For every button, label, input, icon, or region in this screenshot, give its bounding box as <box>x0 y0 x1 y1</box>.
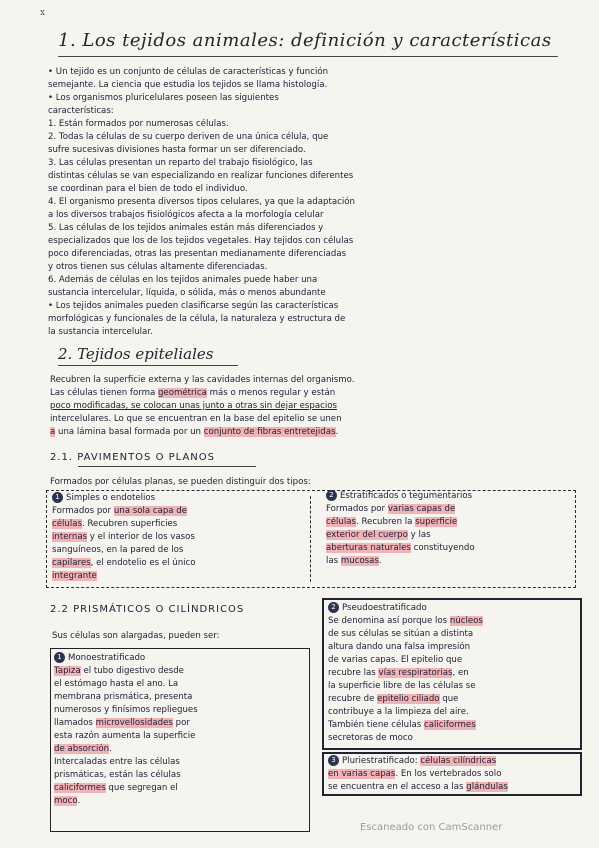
estrat-line <box>326 542 475 555</box>
pluri-l1a: Pluriestratificado: <box>342 756 421 766</box>
mono-line <box>54 795 198 808</box>
intro-line: 6. Además de células en los tejidos animales puede haber una <box>48 275 318 285</box>
estrat-segment: superficie <box>415 517 458 527</box>
pseudo-segment: recubre de <box>328 694 378 704</box>
estrat-segment: Formados por <box>326 504 388 514</box>
simples-heading <box>52 492 196 505</box>
mono-number-icon: 1 <box>54 652 65 663</box>
simples-title: Simples o endotelios <box>66 493 156 503</box>
simples-line <box>52 557 196 570</box>
simples-line <box>52 531 196 544</box>
epitelial-paragraph <box>50 374 355 439</box>
estrat-segment: exterior del cuerpo <box>326 530 408 540</box>
pseudo-segment: la superficie libre de las células se <box>328 681 476 691</box>
mono-segment: esta razón aumenta la superficie <box>54 731 196 741</box>
mono-segment: . <box>109 744 112 754</box>
pseudo-heading <box>328 602 483 615</box>
pseudo-line <box>328 732 483 745</box>
mono-segment: Tapiza <box>54 666 81 676</box>
estrat-segment: . <box>378 556 382 566</box>
pseudo-segment: núcleos <box>449 616 483 626</box>
estrat-line <box>326 503 475 516</box>
simples-number-icon: 1 <box>52 492 63 503</box>
simples-segment: internas <box>52 532 88 542</box>
pseudo-line <box>328 680 483 693</box>
top-mark: x <box>40 8 46 18</box>
mono-segment: Intercaladas entre las células <box>54 757 180 767</box>
epi-line-3: poco modificadas, se colocan unas junto a otras sin dejar espacios <box>50 401 337 411</box>
epi-highlight-fibras: conjunto de fibras entretejidas <box>203 427 336 437</box>
estrat-segment: constituyendo <box>410 543 475 553</box>
mono-line <box>54 704 198 717</box>
mono-segment: el tubo digestivo desde <box>80 666 184 676</box>
simples-segment: , el endotelio es el único <box>90 558 196 568</box>
pseudo-line <box>328 719 483 732</box>
intro-line: • Los tejidos animales pueden clasificarse según las características <box>48 301 339 311</box>
mono-line <box>54 665 198 678</box>
intro-line: 2. Todas la células de su cuerpo deriven de una única célula, que <box>48 132 329 142</box>
mono-heading <box>54 652 198 665</box>
intro-line: distintas células se van especializando en realizar funciones diferentes <box>48 171 354 181</box>
simples-block <box>52 492 196 583</box>
pseudo-line <box>328 706 483 719</box>
estrat-title: Estratificados o tegumentarios <box>340 491 473 501</box>
pseudo-segment: epitelio ciliado <box>377 694 440 704</box>
pseudo-segment: recubre las <box>328 668 379 678</box>
intro-line: 3. Las células presentan un reparto del trabajo fisiológico, las <box>48 158 313 168</box>
estratificados-block <box>326 490 475 568</box>
mono-line <box>54 678 198 691</box>
pseudo-block <box>328 602 483 745</box>
pluri-l2b: . En los vertebrados solo <box>395 769 502 779</box>
section2-title: 2. Tejidos epiteliales <box>58 345 214 363</box>
mono-segment: el estómago hasta el ano. La <box>54 679 179 689</box>
section-2-1-underline <box>78 466 256 467</box>
pseudo-segment: caliciformes <box>424 720 476 730</box>
intro-line: especializados que los de los tejidos vegetales. Hay tejidos con células <box>48 236 354 246</box>
simples-line <box>52 518 196 531</box>
intro-line: características: <box>48 106 114 116</box>
pseudo-line <box>328 693 483 706</box>
mono-segment: prismáticas, están las células <box>54 770 181 780</box>
simples-segment: y el interior de los vasos <box>87 532 195 542</box>
mono-line <box>54 756 198 769</box>
estrat-segment: y las <box>407 530 431 540</box>
mono-segment: que segregan el <box>105 783 178 793</box>
epi-line-2a: Las células tienen forma <box>50 388 158 398</box>
intro-line: sustancia intercelular, líquida, o sólida, más o menos abundante <box>48 288 326 298</box>
title-underline <box>58 56 558 57</box>
intro-line: a los diversos trabajos fisiológicos afecta a la morfología celular <box>48 210 324 220</box>
intro-section <box>48 66 355 339</box>
simples-segment: . Recubren superficies <box>81 519 178 529</box>
pseudo-line <box>328 667 483 680</box>
intro-line: sufre sucesivas divisiones hasta formar un ser diferenciado. <box>48 145 306 155</box>
pseudo-line <box>328 641 483 654</box>
pseudo-segment: También tiene células <box>328 720 424 730</box>
intro-line: 1. Están formados por numerosas células. <box>48 119 229 129</box>
pseudo-number-icon: 2 <box>328 602 339 613</box>
section-2-1-label: 2.1. PAVIMENTOS O PLANOS <box>50 452 215 463</box>
mono-segment: caliciformes <box>54 783 106 793</box>
mono-line <box>54 691 198 704</box>
pluri-l1b: células cilíndricas <box>420 756 497 766</box>
estrat-line <box>326 555 475 568</box>
mono-segment: llamados <box>54 718 96 728</box>
page-title: 1. Los tejidos animales: definición y características <box>58 30 552 51</box>
mono-line <box>54 769 198 782</box>
mono-line <box>54 717 198 730</box>
intro-line: • Los organismos pluricelulares poseen las siguientes <box>48 93 279 103</box>
mono-segment: moco <box>54 796 78 806</box>
intro-line: poco diferenciadas, otras las presentan medianamente diferenciadas <box>48 249 347 259</box>
estrat-segment: las <box>326 556 341 566</box>
pseudo-segment: contribuye a la limpieza del aire. <box>328 707 469 717</box>
mono-line <box>54 730 198 743</box>
pluri-l2a: en varias capas <box>328 769 396 779</box>
mono-line <box>54 782 198 795</box>
mono-segment: de absorción <box>54 744 110 754</box>
pseudo-line <box>328 615 483 628</box>
estrat-segment: . Recubren la <box>355 517 416 527</box>
mono-block <box>54 652 198 808</box>
epi-line-5d: . <box>335 427 339 437</box>
pavimentos-divider <box>310 496 311 582</box>
estrat-segment: varias capas de <box>387 504 456 514</box>
epi-highlight-geometrica: geométrica <box>157 388 207 398</box>
intro-line: 5. Las células de los tejidos animales están más diferenciados y <box>48 223 324 233</box>
intro-line: morfológicas y funcionales de la célula, la naturaleza y estructura de <box>48 314 346 324</box>
pluri-l3b: glándulas <box>466 782 508 792</box>
mono-segment: por <box>172 718 190 728</box>
pseudo-line <box>328 628 483 641</box>
pseudo-segment: de sus células se sitúan a distinta <box>328 629 474 639</box>
epi-line-2c: más o menos regular y están <box>206 388 336 398</box>
intro-line: se coordinan para el bien de todo el individuo. <box>48 184 248 194</box>
prismaticos-intro: Sus células son alargadas, pueden ser: <box>52 631 220 641</box>
simples-segment: sanguíneos, en la pared de los <box>52 545 184 555</box>
epi-line-5b: una lámina basal formada por un <box>55 427 204 437</box>
estrat-segment: aberturas naturales <box>326 543 411 553</box>
pseudo-segment: que <box>439 694 459 704</box>
estrat-segment: células <box>326 517 356 527</box>
intro-line: la sustancia intercelular. <box>48 327 153 337</box>
mono-title: Monoestratificado <box>68 653 146 663</box>
section-2-1-title <box>50 452 215 463</box>
intro-line: semejante. La ciencia que estudia los tejidos se llama histología. <box>48 80 328 90</box>
estrat-segment: mucosas <box>340 556 379 566</box>
pseudo-segment: de varias capas. El epitelio que <box>328 655 463 665</box>
simples-segment: Formados por <box>52 506 114 516</box>
pseudo-segment: secretoras de moco <box>328 733 413 743</box>
estrat-line <box>326 516 475 529</box>
estrat-heading <box>326 490 475 503</box>
mono-segment: numerosos y finísimos repliegues <box>54 705 198 715</box>
mono-segment: microvellosidades <box>95 718 173 728</box>
estrat-line <box>326 529 475 542</box>
simples-line <box>52 544 196 557</box>
epi-line-1: Recubren la superficie externa y las cavidades internas del organismo. <box>50 375 355 385</box>
simples-segment: una sola capa de <box>113 506 188 516</box>
simples-segment: integrante <box>52 571 97 581</box>
mono-segment: membrana prismática, presenta <box>54 692 193 702</box>
pluri-block <box>328 755 508 794</box>
mono-segment: . <box>77 796 81 806</box>
simples-line <box>52 505 196 518</box>
camscanner-footer: Escaneado con CamScanner <box>360 822 503 833</box>
epi-line-5a: a <box>50 427 56 437</box>
estrat-number-icon: 2 <box>326 490 337 501</box>
simples-segment: células <box>52 519 82 529</box>
simples-segment: capilares <box>52 558 91 568</box>
pluri-l3a: se encuentra en el acceso a las <box>328 782 467 792</box>
epi-line-4: intercelulares. Lo que se encuentran en la base del epitelio se unen <box>50 414 342 424</box>
intro-line: 4. El organismo presenta diversos tipos celulares, ya que la adaptación <box>48 197 355 207</box>
pseudo-segment: Se denomina así porque los <box>328 616 450 626</box>
pseudo-segment: altura dando una falsa impresión <box>328 642 471 652</box>
simples-line <box>52 570 196 583</box>
pavimentos-intro: Formados por células planas, se pueden distinguir dos tipos: <box>50 477 311 487</box>
mono-line <box>54 743 198 756</box>
section2-underline <box>58 365 238 366</box>
section-2-2-title: 2.2 PRISMÁTICOS O CILÍNDRICOS <box>50 604 245 615</box>
intro-line: • Un tejido es un conjunto de células de características y función <box>48 67 329 77</box>
intro-line: y otros tienen sus células altamente diferenciadas. <box>48 262 268 272</box>
pseudo-segment: , en <box>452 668 469 678</box>
pluri-number-icon: 3 <box>328 755 339 766</box>
pseudo-line <box>328 654 483 667</box>
pseudo-title: Pseudoestratificado <box>342 603 427 613</box>
pseudo-segment: vías respiratorias <box>378 668 453 678</box>
